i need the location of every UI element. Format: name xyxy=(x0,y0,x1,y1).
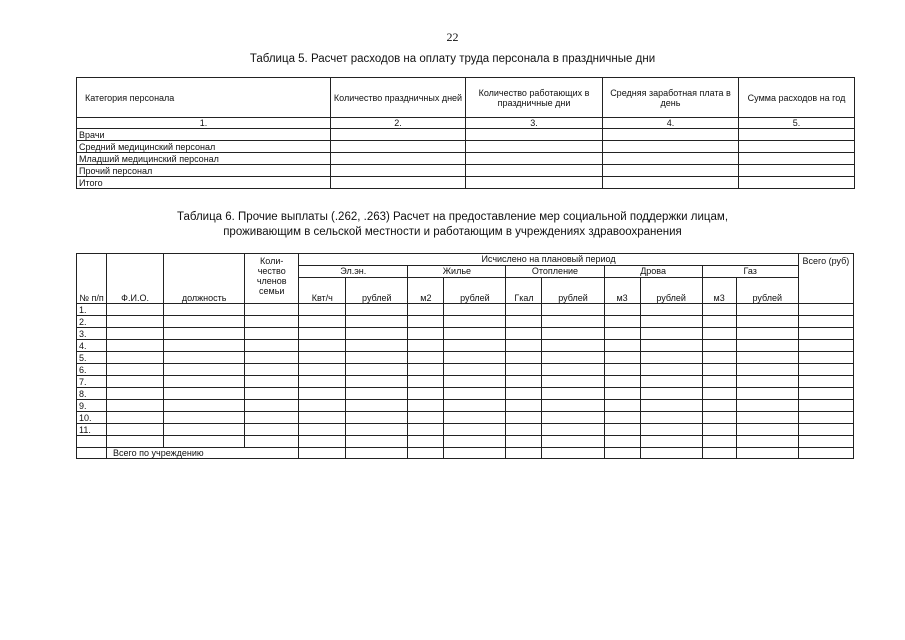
table-row xyxy=(77,424,854,436)
t5-header-sum: Сумма расходов на год xyxy=(739,78,855,118)
t6-group-housing: Жилье xyxy=(408,266,506,278)
t6-total-label: Всего по учреждению xyxy=(107,448,299,459)
row-number: 7. xyxy=(77,376,107,388)
t6-unit: рублей xyxy=(346,278,408,304)
t6-unit: рублей xyxy=(542,278,604,304)
row-number: 9. xyxy=(77,400,107,412)
t6-unit: рублей xyxy=(444,278,506,304)
t6-unit: рублей xyxy=(640,278,702,304)
t6-unit: рублей xyxy=(736,278,798,304)
t5-row-label: Средний медицинский персонал xyxy=(77,141,331,153)
t6-header-family-members: Коли- чество членов семьи xyxy=(245,254,299,304)
t5-colnum: 3. xyxy=(466,118,603,129)
table-row xyxy=(77,352,854,364)
t5-colnum: 4. xyxy=(603,118,739,129)
table6 xyxy=(76,253,854,459)
row-number: 4. xyxy=(77,340,107,352)
table-row xyxy=(77,388,854,400)
row-number: 3. xyxy=(77,328,107,340)
row-number: 11. xyxy=(77,424,107,436)
table-row xyxy=(77,340,854,352)
row-number: 5. xyxy=(77,352,107,364)
row-number xyxy=(77,436,107,448)
table6-title-line2: проживающим в сельской местности и работающим в учреждениях здравоохранения xyxy=(223,226,682,238)
table-row xyxy=(77,376,854,388)
t6-header-calc: Исчислено на плановый период xyxy=(299,254,799,266)
row-number: 10. xyxy=(77,412,107,424)
t6-header-total: Всего (руб) xyxy=(798,254,853,304)
t5-row-label: Врачи xyxy=(77,129,331,141)
t5-header-avg-pay: Средняя заработная плата в день xyxy=(603,78,739,118)
t6-unit: м2 xyxy=(408,278,444,304)
t6-body xyxy=(77,304,854,448)
table-row xyxy=(77,316,854,328)
table6-title-line1: Таблица 6. Прочие выплаты (.262, .263) Расчет на предоставление мер социальной поддержки лицам, xyxy=(176,211,729,223)
table-row xyxy=(77,412,854,424)
row-number: 6. xyxy=(77,364,107,376)
row-number: 1. xyxy=(77,304,107,316)
table-row xyxy=(77,304,854,316)
t5-header-category: Категория персонала xyxy=(77,78,331,118)
table-row xyxy=(77,436,854,448)
t6-group-heating: Отопление xyxy=(506,266,604,278)
t6-unit: м3 xyxy=(702,278,736,304)
t5-colnum: 1. xyxy=(77,118,331,129)
table5-title: Таблица 5. Расчет расходов на оплату труда персонала в праздничные дни xyxy=(249,53,656,65)
page-number: 22 xyxy=(446,30,459,44)
t6-unit: м3 xyxy=(604,278,640,304)
t6-unit: Гкал xyxy=(506,278,542,304)
row-number: 8. xyxy=(77,388,107,400)
table-row xyxy=(77,328,854,340)
t6-group-firewood: Дрова xyxy=(604,266,702,278)
t6-header-position: должность xyxy=(164,254,245,304)
t6-group-electricity: Эл.эн. xyxy=(299,266,408,278)
table5 xyxy=(76,77,855,189)
t6-unit: Квт/ч xyxy=(299,278,346,304)
t5-colnum: 5. xyxy=(739,118,855,129)
t5-row-label: Младший медицинский персонал xyxy=(77,153,331,165)
row-number: 2. xyxy=(77,316,107,328)
t6-header-no: № п/п xyxy=(77,254,107,304)
table-row xyxy=(77,364,854,376)
t5-header-workers: Количество работающих в праздничные дни xyxy=(466,78,603,118)
t6-header-fio: Ф.И.О. xyxy=(107,254,164,304)
table-row xyxy=(77,400,854,412)
t5-header-days: Количество праздничных дней xyxy=(331,78,466,118)
t5-row-label: Прочий персонал xyxy=(77,165,331,177)
t6-group-gas: Газ xyxy=(702,266,798,278)
t5-row-label: Итого xyxy=(77,177,331,189)
t5-colnum: 2. xyxy=(331,118,466,129)
